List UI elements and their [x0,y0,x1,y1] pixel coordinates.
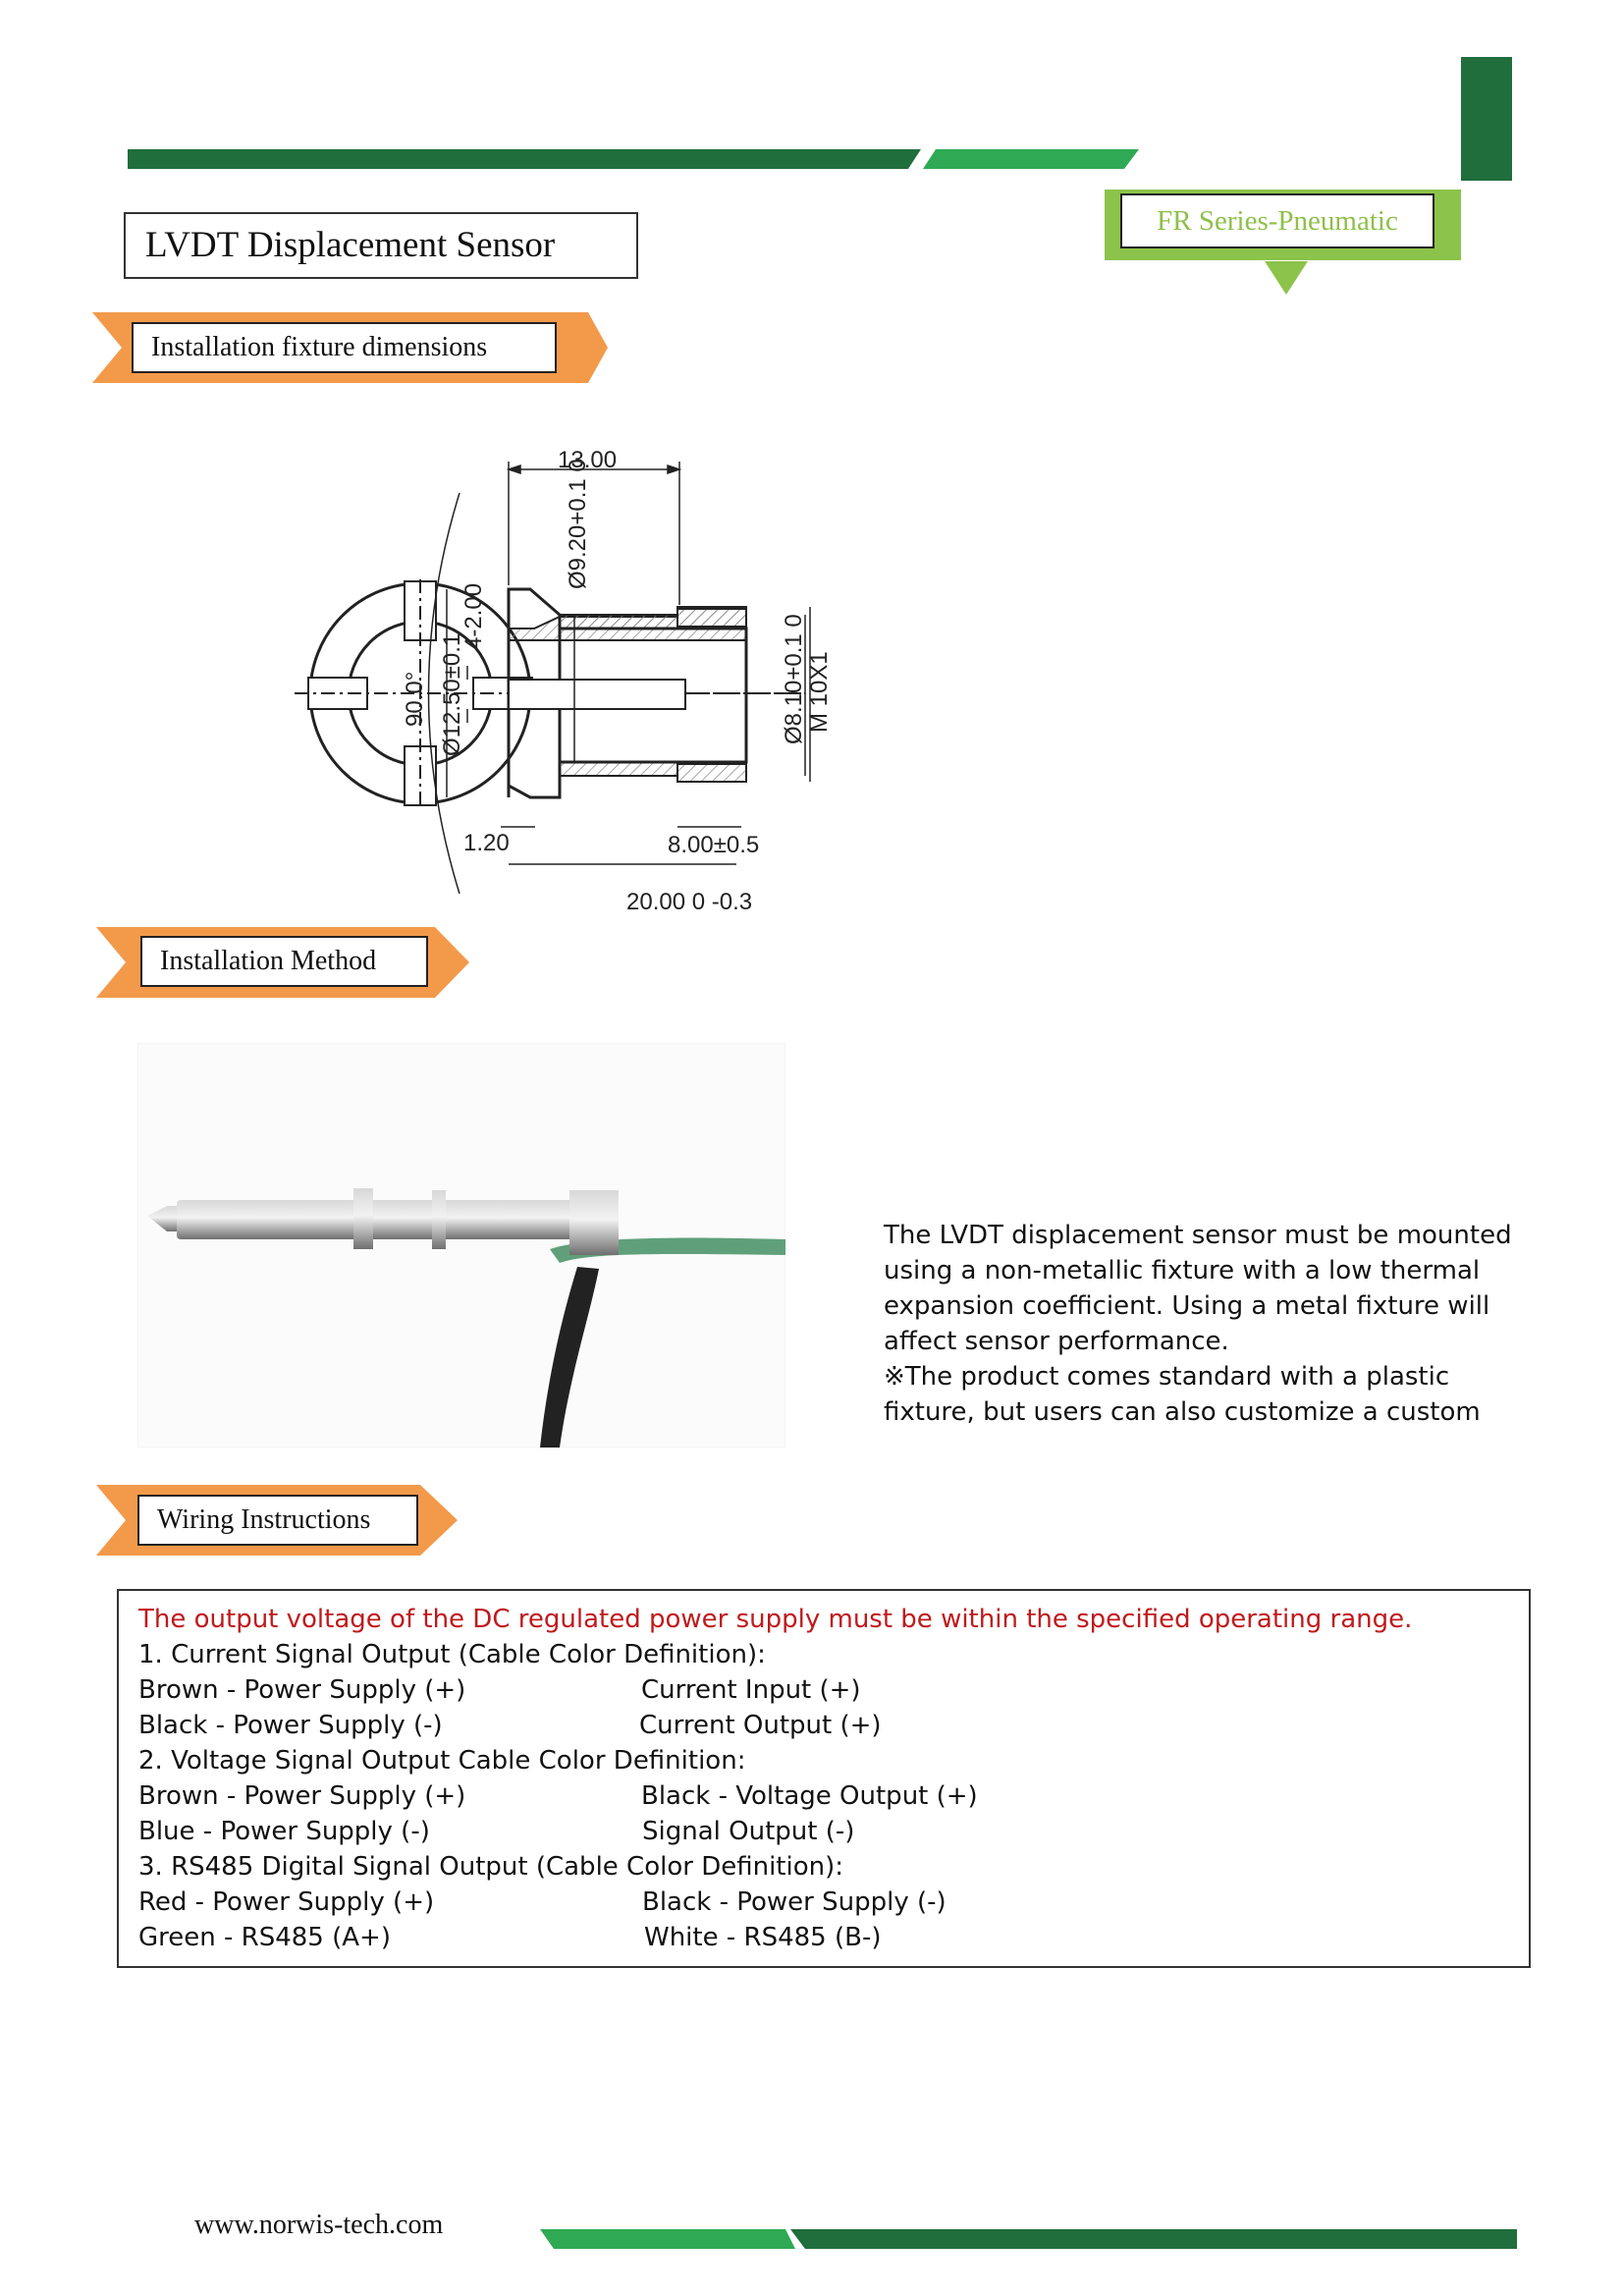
dim-length-top: 13.00 [558,447,618,473]
side-section [509,589,805,797]
current-row-1-right: Current Input (+) [641,1675,861,1705]
dim-total-length: 20.00 0 -0.3 [626,889,753,915]
dim-thread-length: 8.00±0.5 [668,832,760,858]
method-line-6: fixture, but users can also customize a custom [884,1397,1481,1427]
dim-thread-spec: M 10X1 [806,651,833,733]
current-row-2-left: Black - Power Supply (-) [138,1711,443,1740]
current-row-2-right: Current Output (+) [639,1711,882,1740]
voltage-row-1-left: Brown - Power Supply (+) [138,1781,466,1811]
footer-bright-green-bar [540,2229,795,2249]
current-heading: 1. Current Signal Output (Cable Color Definition): [138,1640,766,1669]
voltage-row-1-right: Black - Voltage Output (+) [641,1781,978,1811]
series-badge: FR Series-Pneumatic [1120,193,1434,248]
page-title: LVDT Displacement Sensor [124,212,638,279]
rs485-heading: 3. RS485 Digital Signal Output (Cable Color Definition): [138,1852,843,1882]
voltage-heading: 2. Voltage Signal Output Cable Color Definition: [138,1746,746,1776]
dim-angle: 90.0° [402,671,428,727]
method-line-4: affect sensor performance. [884,1327,1229,1356]
footer-dark-green-bar [790,2229,1517,2249]
rs485-row-1-left: Red - Power Supply (+) [138,1887,435,1917]
section-wiring-label: Wiring Instructions [137,1495,418,1546]
current-row-1-left: Brown - Power Supply (+) [138,1675,466,1705]
section-dimensions-label: Installation fixture dimensions [132,322,557,373]
method-description [884,1218,1512,1430]
dim-flange: 1.20 [463,830,510,856]
rs485-row-2-left: Green - RS485 (A+) [138,1923,391,1952]
top-bright-green-bar [923,149,1139,169]
voltage-row-2-left: Blue - Power Supply (-) [138,1817,430,1846]
dim-inner-diameter: Ø8.10+0.1 0 [781,614,807,744]
series-down-arrow-icon [1265,261,1308,295]
rs485-row-1-right: Black - Power Supply (-) [642,1887,947,1917]
footer-decoration [540,2225,1522,2255]
voltage-row-2-right: Signal Output (-) [642,1817,855,1846]
top-dark-green-bar [128,149,921,169]
fixture-dimension-drawing [295,432,1237,943]
method-line-1: The LVDT displacement sensor must be mounted [884,1221,1512,1250]
wiring-instructions-box [117,1589,1531,1968]
corner-green-tab [1461,57,1512,181]
dim-slot: 4-2.00 [460,582,487,650]
dim-bore: Ø9.20+0.1 0 [565,459,591,589]
method-line-2: using a non-metallic fixture with a low thermal [884,1256,1481,1285]
footer-url[interactable]: www.norwis-tech.com [194,2210,444,2240]
sensor-probe-body [177,1200,373,1239]
dim-outer-diameter: Ø12.50±0.1 [439,632,465,756]
rs485-row-2-right: White - RS485 (B-) [644,1923,882,1952]
section-method-label: Installation Method [140,936,428,987]
method-line-5: ※The product comes standard with a plastic [884,1362,1450,1392]
sensor-photo [137,1043,785,1448]
sensor-elbow [569,1190,619,1255]
wiring-warning: The output voltage of the DC regulated power supply must be within the specified operating range. [138,1605,1413,1634]
method-line-3: expansion coefficient. Using a metal fixture will [884,1291,1490,1321]
